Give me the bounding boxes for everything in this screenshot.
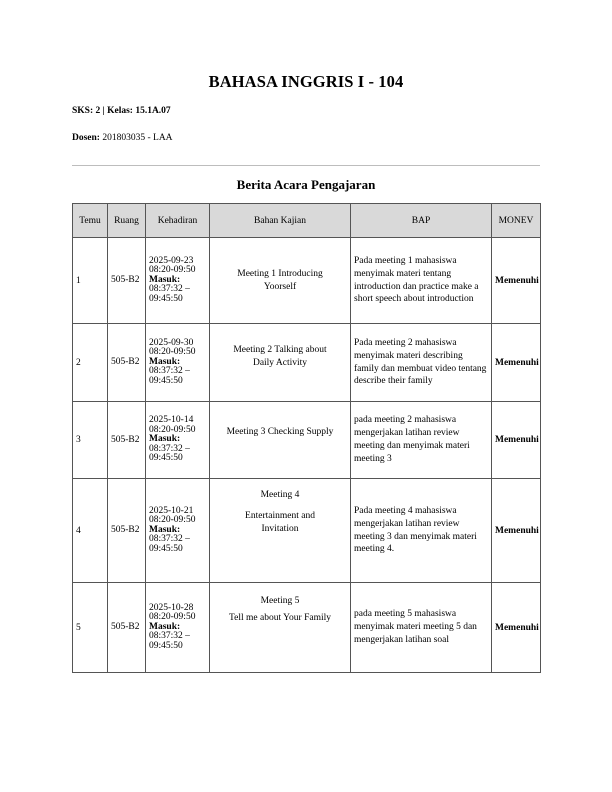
dosen-value: 201803035 - LAA [102,133,173,143]
kehadiran-date: 2025-09-30 [149,337,194,348]
kehadiran-masuk-label: Masuk: [149,434,181,445]
section-title: Berita Acara Pengajaran [236,177,376,192]
bahan-kajian-cell [210,402,351,479]
monev-cell: Memenuhi [492,402,541,479]
bap-cell: Pada meeting 4 mahasiswa mengerjakan latihan review meeting 3 dan menyimak materi meeting 4. [351,479,492,583]
kehadiran-time: 08:20-09:50 [149,347,196,358]
col-header-kehadiran: Kehadiran [146,204,210,238]
monev-cell: Memenuhi [492,583,541,673]
bap-cell: pada meeting 2 mahasiswa mengerjakan latihan review meeting dan menyimak materi meeting 3 [351,402,492,479]
monev-cell: Memenuhi [492,479,541,583]
kehadiran-time: 08:20-09:50 [149,612,196,623]
dosen-label: Dosen: [72,133,100,143]
bahan-line: Entertainment and [245,511,315,521]
kehadiran-cell [146,238,210,324]
sks-label: SKS: [72,106,94,116]
bahan-line: Daily Activity [252,358,308,368]
kehadiran-masuk: 08:37:32 – [149,284,190,295]
kehadiran-keluar: 09:45:50 [149,453,183,464]
kehadiran-time: 08:20-09:50 [149,515,196,526]
temu-cell: 5 [73,583,108,673]
ruang-cell: 505-B2 [108,479,146,583]
kehadiran-masuk: 08:37:32 – [149,443,190,454]
kehadiran-date: 2025-10-14 [149,415,194,426]
kehadiran-date: 2025-10-21 [149,505,194,516]
bahan-title: Meeting 5 [260,596,300,606]
kehadiran-cell [146,324,210,402]
kehadiran-masuk: 08:37:32 – [149,366,190,377]
kehadiran-cell [146,479,210,583]
table-header-row [73,204,541,238]
col-header-bahan-kajian: Bahan Kajian [210,204,351,238]
col-header-ruang: Ruang [108,204,146,238]
bahan-kajian-cell [210,324,351,402]
kehadiran-time: 08:20-09:50 [149,424,196,435]
temu-cell: 2 [73,324,108,402]
bahan-line: Meeting 3 Checking Supply [226,427,334,437]
col-header-monev: MONEV [492,204,541,238]
sks-kelas-line [72,106,171,116]
ruang-cell: 505-B2 [108,238,146,324]
table-row [73,583,541,673]
kehadiran-masuk: 08:37:32 – [149,631,190,642]
table-row [73,324,541,402]
bahan-line: Yoorself [263,281,297,292]
bahan-line: Meeting 1 Introducing [237,268,323,279]
monev-cell: Memenuhi [492,238,541,324]
bap-cell: Pada meeting 1 mahasiswa menyimak materi tentang introduction dan practice make a short speech about introduction [351,238,492,324]
berita-acara-table [72,203,541,673]
bahan-line: Tell me about Your Family [229,613,331,623]
bap-cell: Pada meeting 2 mahasiswa menyimak materi describing family dan membuat video tentang describe their family [351,324,492,402]
table-row [73,402,541,479]
bahan-kajian-cell [210,238,351,324]
col-header-bap: BAP [351,204,492,238]
kehadiran-date: 2025-10-28 [149,602,194,613]
kehadiran-masuk: 08:37:32 – [149,534,190,545]
kehadiran-keluar: 09:45:50 [149,640,183,651]
kehadiran-cell [146,583,210,673]
page-title: BAHASA INGGRIS I - 104 [208,72,404,91]
kehadiran-masuk-label: Masuk: [149,621,181,632]
kehadiran-cell [146,402,210,479]
table-row [73,479,541,583]
bahan-title: Meeting 4 [260,490,300,500]
table-row [73,238,541,324]
dosen-line [72,133,173,143]
bahan-kajian-cell [210,583,351,673]
bap-cell: pada meeting 5 mahasiswa menyimak materi meeting 5 dan mengerjakan latihan soal [351,583,492,673]
kehadiran-keluar: 09:45:50 [149,543,183,554]
header-divider [72,165,540,166]
bahan-line: Meeting 2 Talking about [233,345,327,355]
ruang-cell: 505-B2 [108,583,146,673]
sks-kelas-value: 2 | Kelas: 15.1A.07 [95,106,171,116]
kehadiran-keluar: 09:45:50 [149,293,183,304]
bahan-kajian-cell [210,479,351,583]
kehadiran-date: 2025-09-23 [149,255,194,266]
kehadiran-masuk-label: Masuk: [149,356,181,367]
temu-cell: 3 [73,402,108,479]
kehadiran-masuk-label: Masuk: [149,524,181,535]
kehadiran-masuk-label: Masuk: [149,274,181,285]
bahan-line: Invitation [261,524,299,534]
ruang-cell: 505-B2 [108,402,146,479]
kehadiran-keluar: 09:45:50 [149,375,183,386]
temu-cell: 4 [73,479,108,583]
col-header-temu: Temu [73,204,108,238]
monev-cell: Memenuhi [492,324,541,402]
ruang-cell: 505-B2 [108,324,146,402]
kehadiran-time: 08:20-09:50 [149,265,196,276]
temu-cell: 1 [73,238,108,324]
